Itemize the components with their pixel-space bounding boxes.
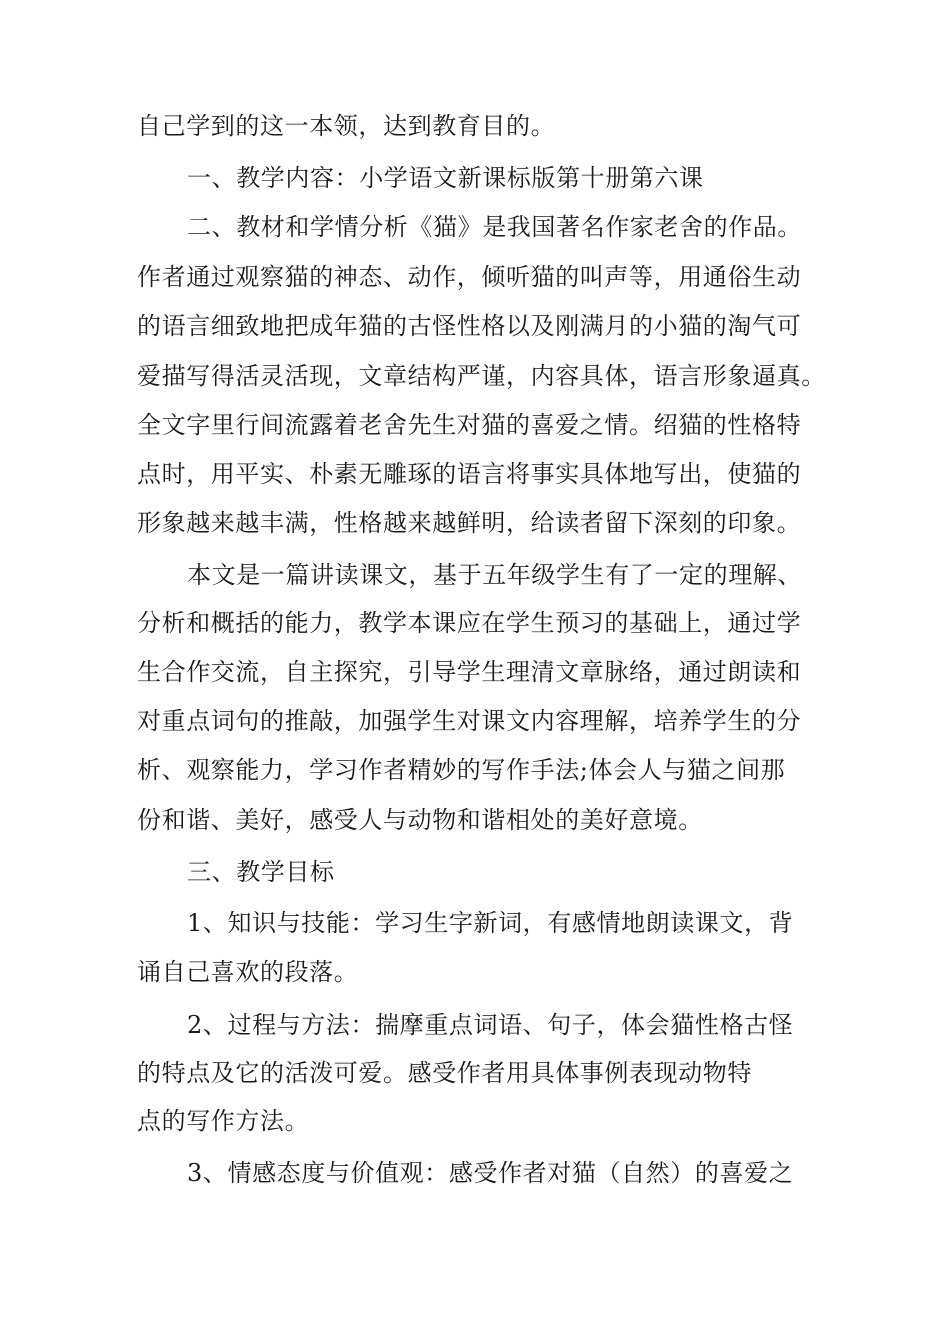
text-line: 点的写作方法。 xyxy=(137,1107,310,1135)
text-line: 二、教材和学情分析《猫》是我国著名作家老舍的作品。 xyxy=(187,213,802,241)
text-line: 对重点词句的推敲，加强学生对课文内容理解，培养学生的分 xyxy=(137,707,802,735)
text-line: 的语言细致地把成年猫的古怪性格以及刚满月的小猫的淘气可 xyxy=(137,312,802,340)
text-line: 点时，用平实、朴素无雕琢的语言将事实具体地写出，使猫的 xyxy=(137,460,802,488)
text-line: 生合作交流，自主探究，引导学生理清文章脉络，通过朗读和 xyxy=(137,658,802,686)
text-line: 3、情感态度与价值观：感受作者对猫（自然）的喜爱之 xyxy=(187,1159,794,1187)
text-line: 爱描写得活灵活现，文章结构严谨，内容具体，语言形象逼真。 xyxy=(137,362,826,390)
text-line: 份和谐、美好，感受人与动物和谐相处的美好意境。 xyxy=(137,806,703,834)
text-line: 分析和概括的能力，教学本课应在学生预习的基础上，通过学 xyxy=(137,609,802,637)
text-line: 本文是一篇讲读课文，基于五年级学生有了一定的理解、 xyxy=(187,561,802,589)
text-line: 析、观察能力，学习作者精妙的写作手法;体会人与猫之间那 xyxy=(137,756,786,784)
text-line: 形象越来越丰满，性格越来越鲜明，给读者留下深刻的印象。 xyxy=(137,509,802,537)
section-heading: 三、教学目标 xyxy=(187,858,335,886)
text-line: 诵自己喜欢的段落。 xyxy=(137,958,359,986)
text-line: 的特点及它的活泼可爱。感受作者用具体事例表现动物特 xyxy=(137,1059,752,1087)
text-line: 全文字里行间流露着老舍先生对猫的喜爱之情。绍猫的性格特 xyxy=(137,411,802,439)
section-heading: 一、教学内容：小学语文新课标版第十册第六课 xyxy=(187,164,704,192)
text-line: 自己学到的这一本领，达到教育目的。 xyxy=(137,112,556,140)
text-line: 2、过程与方法：揣摩重点词语、句子，体会猫性格古怪 xyxy=(187,1011,794,1039)
text-line: 1、知识与技能：学习生字新词，有感情地朗读课文，背 xyxy=(187,909,794,937)
text-line: 作者通过观察猫的神态、动作，倾听猫的叫声等，用通俗生动 xyxy=(137,263,802,291)
